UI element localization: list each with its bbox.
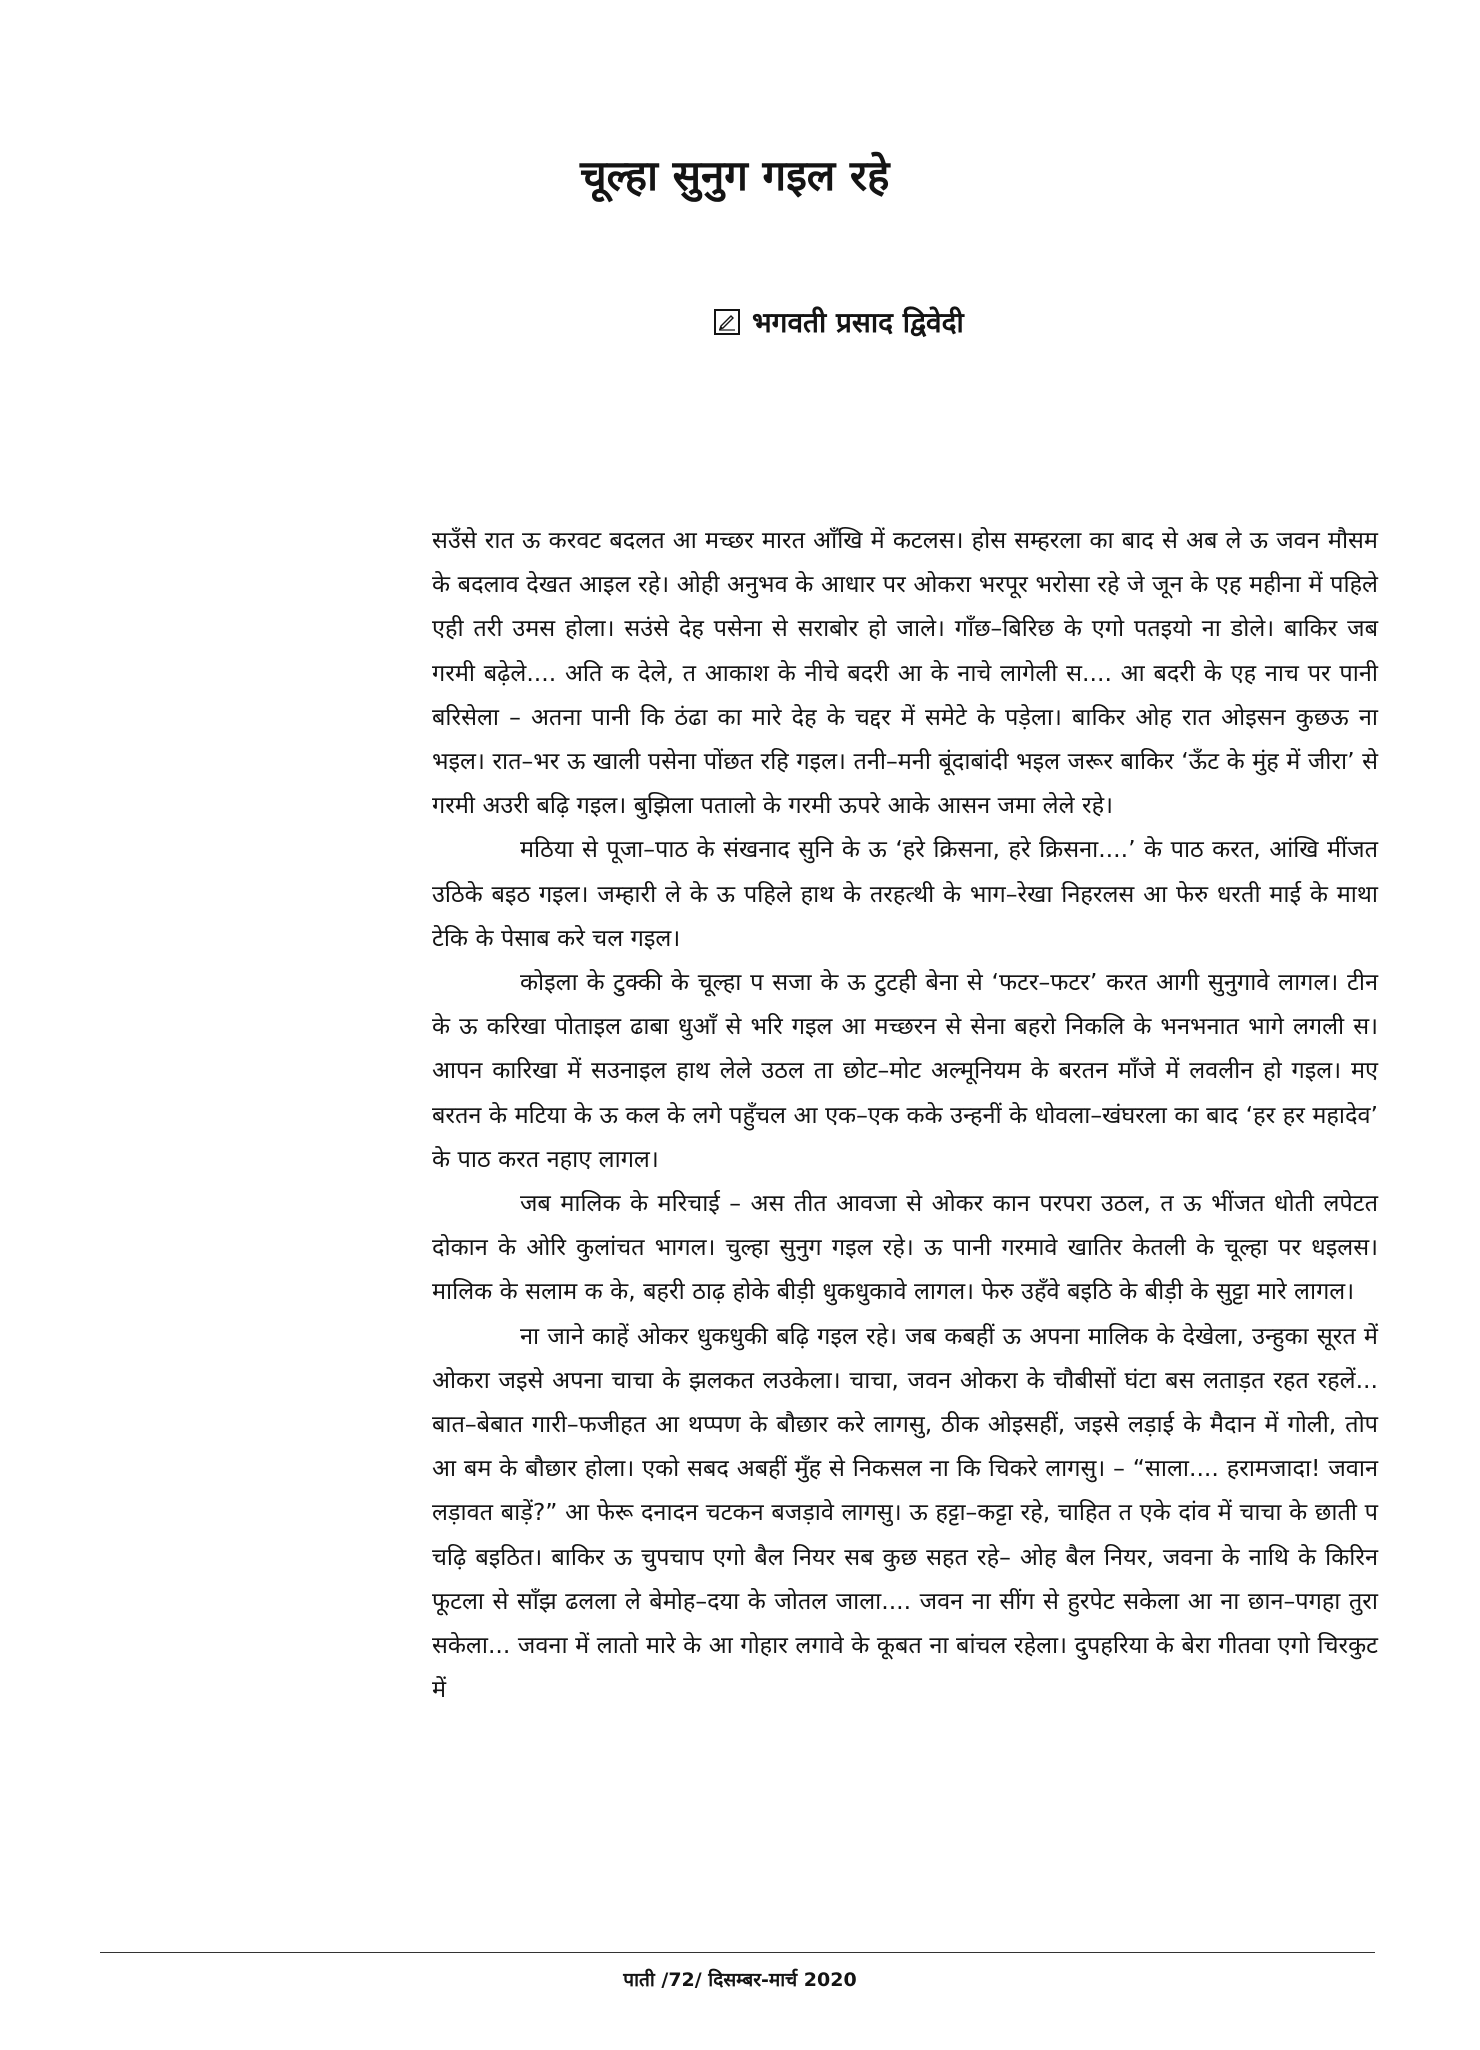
paragraph: मठिया से पूजा–पाठ के संखनाद सुनि के ऊ ‘हरे क्रिसना, हरे क्रिसना....’ के पाठ करत, आंखि मींजत उठिके बइठ गइल। जम्हारी ले के ऊ पहिले हाथ के तरहत्थी के भाग–रेखा निहरलस आ फेरु धरती माई के माथा टेकि के पेसाब करे चल गइल।	[432, 835, 1378, 952]
article-body	[432, 518, 1378, 1711]
page-footer: पाती /72/ दिसम्बर-मार्च 2020	[623, 1969, 857, 1991]
footer-divider	[100, 1952, 1375, 1953]
paragraph: कोइला के टुक्की के चूल्हा प सजा के ऊ टुटही बेना से ‘फटर–फटर’ करत आगी सुनुगावे लागल। टीन के ऊ करिखा पोताइल ढाबा धुआँ से भरि गइल आ मच्छरन से सेना बहरो निकलि के भनभनात भागे लगली स। आपन कारिखा में सउनाइल हाथ लेले उठल ता छोट–मोट अल्मूनियम के बरतन माँजे में लवलीन हो गइल। मए बरतन के मटिया के ऊ कल के लगे पहुँचल आ एक–एक कके उन्हनीं के धोवला–खंघरला का बाद ‘हर हर महादेव’ के पाठ करत नहाए लागल।	[432, 968, 1378, 1173]
paragraph: सउँसे रात ऊ करवट बदलत आ मच्छर मारत आँखि में कटलस। होस सम्हरला का बाद से अब ले ऊ जवन मौसम के बदलाव देखत आइल रहे। ओही अनुभव के आधार पर ओकरा भरपूर भरोसा रहे जे जून के एह महीना में पहिले एही तरी उमस होला। सउंसे देह पसेना से सराबोर हो जाले। गाँछ–बिरिछ के एगो पतइयो ना डोले। बाकिर जब गरमी बढ़ेले.... अति क देले, त आकाश के नीचे बदरी आ के नाचे लागेली स.... आ बदरी के एह नाच पर पानी बरिसेला – अतना पानी कि ठंढा का मारे देह के चद्दर में समेटे के पड़ेला। बाकिर ओह रात ओइसन कुछऊ ना भइल। रात–भर ऊ खाली पसेना पोंछत रहि गइल। तनी–मनी बूंदाबांदी भइल जरूर बाकिर ‘ऊँट के मुंह में जीरा’ से गरमी अउरी बढ़ि गइल। बुझिला पतालो के गरमी ऊपरे आके आसन जमा लेले रहे।	[432, 526, 1378, 820]
author-name: भगवती प्रसाद द्विवेदी	[752, 306, 964, 339]
paragraph: ना जाने काहें ओकर धुकधुकी बढ़ि गइल रहे। जब कबहीं ऊ अपना मालिक के देखेला, उन्हुका सूरत में ओकरा जइसे अपना चाचा के झलकत लउकेला। चाचा, जवन ओकरा के चौबीसों घंटा बस लताड़त रहत रहलें... बात–बेबात गारी–फजीहत आ थप्पण के बौछार करे लागसु, ठीक ओइसहीं, जइसे लड़ाई के मैदान में गोली, तोप आ बम के बौछार होला। एको सबद अबहीं मुँह से निकसल ना कि चिकरे लागसु। – “साला.... हरामजादा! जवान लड़ावत बाड़ें?” आ फेरू दनादन चटकन बजड़ावे लागसु। ऊ हट्टा–कट्टा रहे, चाहित त एके दांव में चाचा के छाती प चढ़ि बइठित। बाकिर ऊ चुपचाप एगो बैल नियर सब कुछ सहत रहे– ओह बैल नियर, जवना के नाथि के किरिन फूटला से साँझ ढलला ले बेमोह–दया के जोतल जाला.... जवन ना सींग से हुरपेट सकेला आ ना छान–पगहा तुरा सकेला... जवना में लातो मारे के आ गोहार लगावे के कूबत ना बांचल रहेला। दुपहरिया के बेरा गीतवा एगो चिरकुट में	[432, 1321, 1378, 1704]
pen-icon	[714, 309, 740, 335]
paragraph: जब मालिक के मरिचाई – अस तीत आवजा से ओकर कान परपरा उठल, त ऊ भींजत धोती लपेटत दोकान के ओरि कुलांचत भागल। चुल्हा सुनुग गइल रहे। ऊ पानी गरमावे खातिर केतली के चूल्हा पर धइलस। मालिक के सलाम क के, बहरी ठाढ़ होके बीड़ी धुकधुकावे लागल। फेरु उहँवे बइठि के बीड़ी के सुट्टा मारे लागल।	[432, 1189, 1378, 1306]
byline	[714, 300, 964, 344]
article-title: चूल्हा सुनुग गइल रहे	[580, 151, 890, 200]
